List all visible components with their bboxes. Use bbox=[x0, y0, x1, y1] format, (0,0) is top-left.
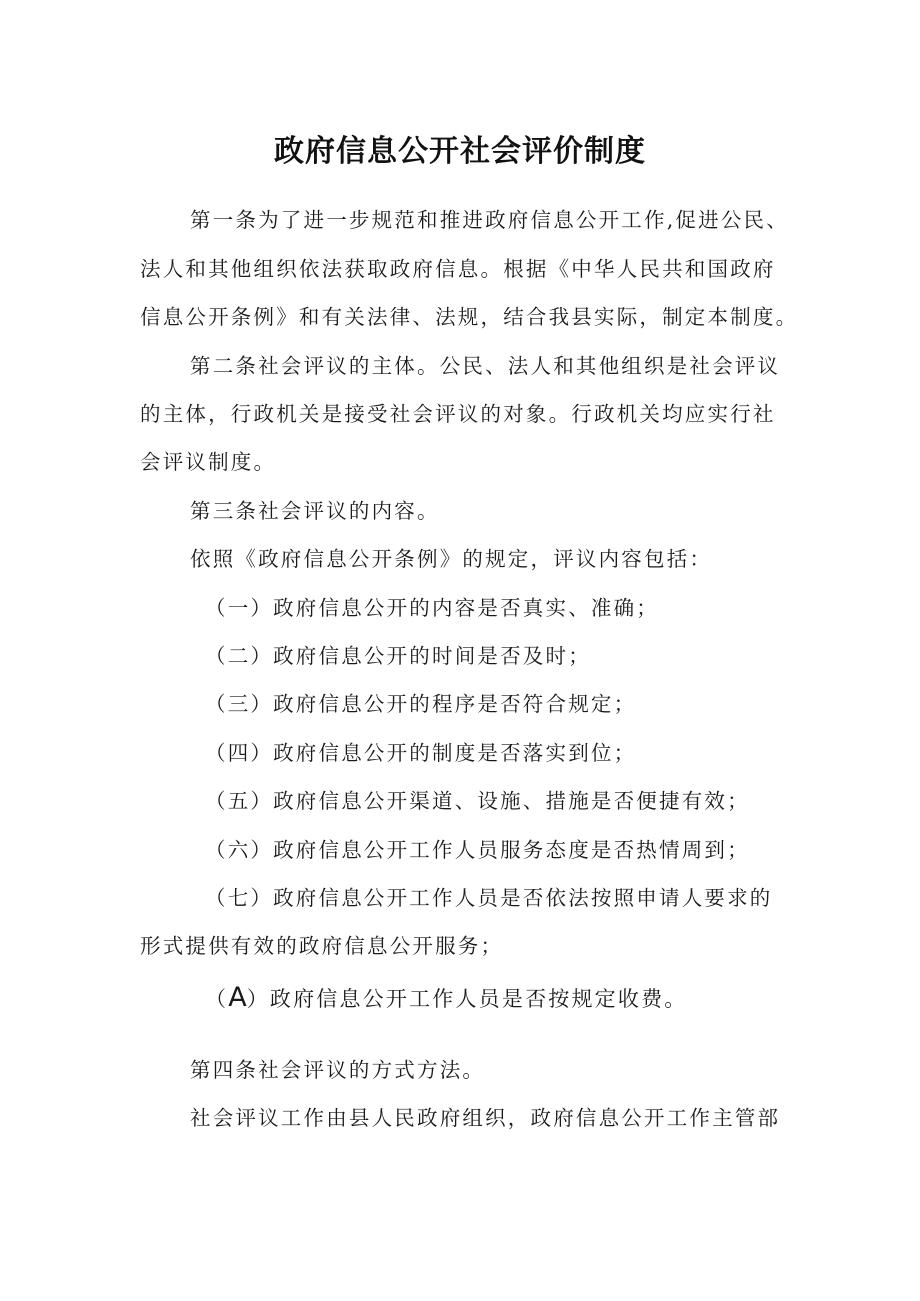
list-item: （六）政府信息公开工作人员服务态度是否热情周到； bbox=[205, 838, 750, 862]
paragraph-line: 第三条社会评议的内容。 bbox=[190, 499, 440, 523]
paragraph-line: 第二条社会评议的主体。公民、法人和其他组织是社会评议 bbox=[190, 354, 781, 378]
paragraph-line: 依照《政府信息公开条例》的规定，评议内容包括： bbox=[190, 547, 713, 571]
paragraph-line: 会评议制度。 bbox=[140, 450, 277, 474]
list-item: （四）政府信息公开的制度是否落实到位； bbox=[205, 741, 637, 765]
list-item: （二）政府信息公开的时间是否及时； bbox=[205, 644, 591, 668]
list-item-eight-open: （ bbox=[205, 987, 229, 1011]
list-item-eight-text: ）政府信息公开工作人员是否按规定收费。 bbox=[246, 987, 688, 1011]
paragraph-line: 信息公开条例》和有关法律、法规，结合我县实际，制定本制度。 bbox=[140, 305, 799, 329]
list-item: （五）政府信息公开渠道、设施、措施是否便捷有效； bbox=[205, 789, 750, 813]
list-item: （一）政府信息公开的内容是否真实、准确； bbox=[205, 596, 659, 620]
paragraph-line: 法人和其他组织依法获取政府信息。根据《中华人民共和国政府 bbox=[140, 257, 776, 281]
list-item-eight-marker: A bbox=[228, 982, 247, 1013]
document-title: 政府信息公开社会评价制度 bbox=[274, 134, 646, 169]
list-item: （三）政府信息公开的程序是否符合规定； bbox=[205, 692, 637, 716]
list-item: （七）政府信息公开工作人员是否依法按照申请人要求的 bbox=[205, 886, 773, 910]
paragraph-line: 第一条为了进一步规范和推进政府信息公开工作,促进公民、 bbox=[190, 208, 789, 232]
paragraph-line: 第四条社会评议的方式方法。 bbox=[190, 1058, 486, 1082]
paragraph-line: 社会评议工作由县人民政府组织，政府信息公开工作主管部 bbox=[190, 1106, 781, 1130]
list-item-continuation: 形式提供有效的政府信息公开服务； bbox=[140, 934, 504, 958]
list-item-eight bbox=[205, 983, 688, 1014]
paragraph-line: 的主体，行政机关是接受社会评议的对象。行政机关均应实行社 bbox=[140, 402, 776, 426]
